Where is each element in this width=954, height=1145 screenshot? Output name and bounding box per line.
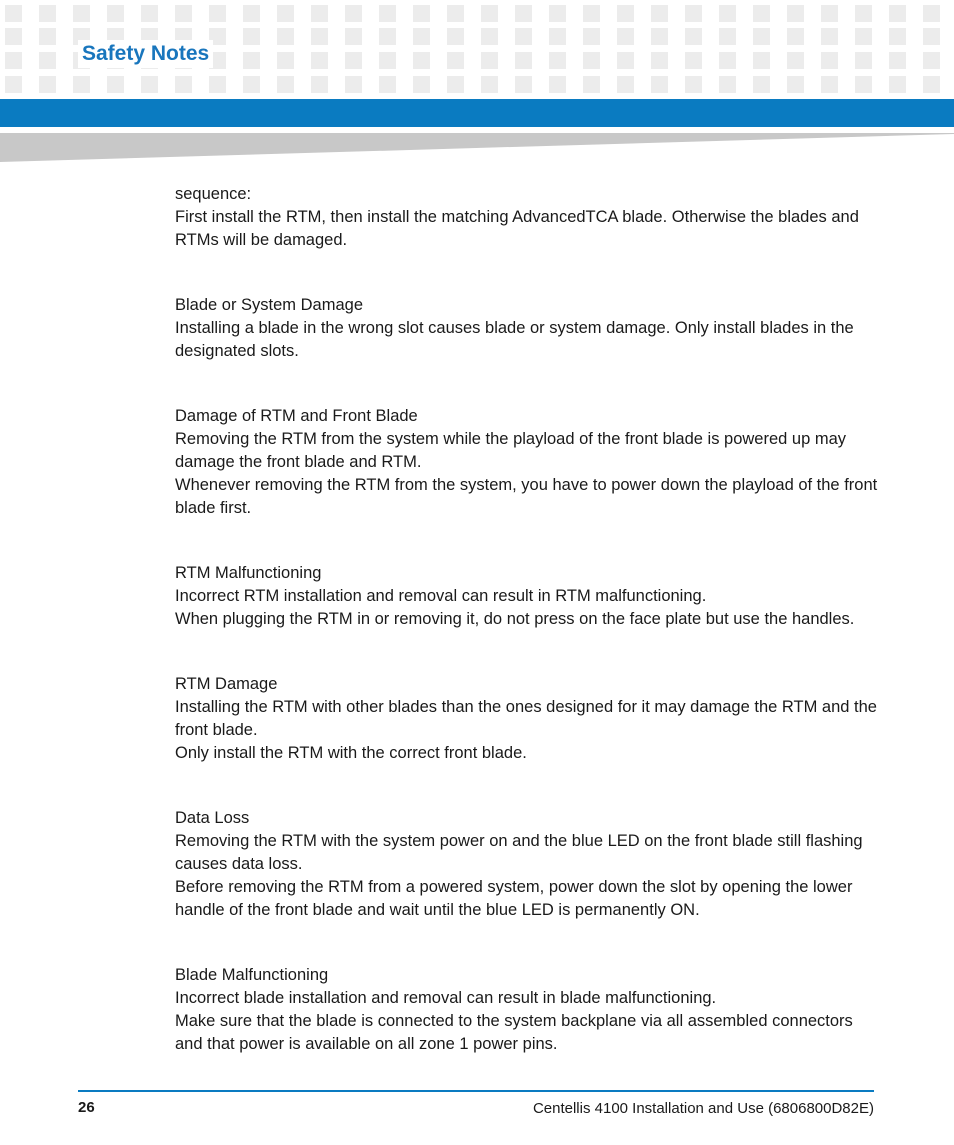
- header-grid-cell: [719, 52, 736, 69]
- header-grid-cell: [379, 76, 396, 93]
- header-grid-cell: [447, 28, 464, 45]
- header-grid-cell: [549, 5, 566, 22]
- header-grid-cell: [175, 5, 192, 22]
- header-grid-cell: [277, 52, 294, 69]
- header-grid-cell: [651, 52, 668, 69]
- header-grid-cell: [515, 5, 532, 22]
- header-grid-cell: [855, 28, 872, 45]
- header-blue-band: [0, 99, 954, 127]
- header-grid-cell: [753, 76, 770, 93]
- header-grid-cell: [787, 28, 804, 45]
- header-grid-cell: [855, 5, 872, 22]
- header-grid-cell: [175, 76, 192, 93]
- note-block-3: [175, 405, 880, 520]
- header-grid-cell: [243, 5, 260, 22]
- header-grid-cell: [923, 5, 940, 22]
- header-grid-cell: [141, 5, 158, 22]
- header-grid-cell: [277, 76, 294, 93]
- header-grid-cell: [481, 76, 498, 93]
- header-grid-cell: [685, 52, 702, 69]
- note-text: sequence:: [175, 185, 252, 203]
- header-grid-cell: [481, 5, 498, 22]
- header-grid-cell: [379, 52, 396, 69]
- header-grid-cell: [889, 52, 906, 69]
- header-grid-cell: [515, 52, 532, 69]
- note-heading: Data Loss: [175, 809, 250, 827]
- header-grid-cell: [753, 5, 770, 22]
- header-grid-cell: [583, 28, 600, 45]
- header-grid-cell: [855, 52, 872, 69]
- note-block-5: [175, 673, 880, 765]
- header-grid-cell: [821, 76, 838, 93]
- header-grid-cell: [345, 5, 362, 22]
- note-text: Make sure that the blade is connected to the system backplane via all assembled connectors and that power is available on all zone 1 power pins.: [175, 1012, 853, 1053]
- header-grid-cell: [753, 52, 770, 69]
- header-grid-cell: [413, 76, 430, 93]
- header-grid-cell: [821, 5, 838, 22]
- header-grid-cell: [379, 5, 396, 22]
- header-grid-cell: [515, 76, 532, 93]
- header-grid-cell: [413, 52, 430, 69]
- header-grid-cell: [787, 52, 804, 69]
- header-grid-cell: [447, 5, 464, 22]
- header-grid-cell: [889, 76, 906, 93]
- header-grid-cell: [481, 28, 498, 45]
- header-grid-cell: [447, 52, 464, 69]
- header-grid-cell: [787, 5, 804, 22]
- note-text: Removing the RTM from the system while the playload of the front blade is powered up may damage the front blade and RTM.: [175, 430, 847, 471]
- header-grid-cell: [5, 52, 22, 69]
- header-gray-wedge: [0, 133, 954, 162]
- header-grid-cell: [243, 52, 260, 69]
- header-grid-cell: [685, 76, 702, 93]
- note-text: Incorrect blade installation and removal can result in blade malfunctioning.: [175, 989, 717, 1007]
- note-text: Installing the RTM with other blades than the ones designed for it may damage the RTM and the front blade.: [175, 698, 877, 739]
- header-grid-cell: [311, 5, 328, 22]
- header-grid-cell: [923, 28, 940, 45]
- header-grid-cell: [345, 52, 362, 69]
- header-grid-cell: [413, 5, 430, 22]
- header-grid-cell: [889, 28, 906, 45]
- header-grid-cell: [617, 5, 634, 22]
- note-text: Whenever removing the RTM from the system, you have to power down the playload of the front blade first.: [175, 476, 878, 517]
- header-grid-cell: [753, 28, 770, 45]
- header-grid-cell: [651, 76, 668, 93]
- note-heading: RTM Malfunctioning: [175, 564, 322, 582]
- header-grid-cell: [651, 5, 668, 22]
- header-grid-cell: [549, 28, 566, 45]
- header-grid-cell: [413, 28, 430, 45]
- header-grid-cell: [5, 28, 22, 45]
- header-grid-cell: [209, 76, 226, 93]
- header-grid-cell: [243, 76, 260, 93]
- header-grid-cell: [141, 76, 158, 93]
- header-grid-cell: [685, 5, 702, 22]
- footer-rule: [78, 1090, 874, 1092]
- header-grid-cell: [719, 76, 736, 93]
- note-block-7: [175, 964, 880, 1056]
- header-grid-cell: [549, 52, 566, 69]
- header-grid-cell: [583, 76, 600, 93]
- header-grid-cell: [617, 28, 634, 45]
- header-grid-cell: [243, 28, 260, 45]
- note-block-6: [175, 807, 880, 922]
- header-grid-cell: [923, 52, 940, 69]
- header-grid-cell: [345, 28, 362, 45]
- header-grid-cell: [39, 28, 56, 45]
- header-grid-cell: [481, 52, 498, 69]
- note-heading: RTM Damage: [175, 675, 278, 693]
- header-grid-cell: [889, 5, 906, 22]
- header-grid-cell: [39, 52, 56, 69]
- header-grid-cell: [73, 5, 90, 22]
- header-grid-cell: [821, 28, 838, 45]
- header-grid-cell: [685, 28, 702, 45]
- header-grid-cell: [719, 5, 736, 22]
- header-grid-cell: [821, 52, 838, 69]
- header-grid-cell: [73, 76, 90, 93]
- note-text: When plugging the RTM in or removing it, do not press on the face plate but use the handles.: [175, 610, 855, 628]
- document-body: [175, 183, 880, 1056]
- header-grid-cell: [617, 52, 634, 69]
- header-grid-cell: [549, 76, 566, 93]
- page-number: 26: [78, 1099, 95, 1116]
- header-grid-cell: [311, 28, 328, 45]
- header-grid-cell: [923, 76, 940, 93]
- note-text: Only install the RTM with the correct front blade.: [175, 744, 527, 762]
- header-grid-cell: [719, 28, 736, 45]
- note-text: Before removing the RTM from a powered system, power down the slot by opening the lower handle of the front blade and wait until the blue LED is permanently ON.: [175, 878, 853, 919]
- page-title: Safety Notes: [78, 40, 213, 68]
- document-title: Centellis 4100 Installation and Use (6806800D82E): [532, 1100, 874, 1117]
- header-grid-cell: [277, 28, 294, 45]
- header-grid-cell: [311, 76, 328, 93]
- note-block-1: [175, 183, 880, 252]
- header-grid-cell: [39, 76, 56, 93]
- note-heading: Blade or System Damage: [175, 296, 364, 314]
- header-grid-cell: [39, 5, 56, 22]
- header-grid-cell: [515, 28, 532, 45]
- note-text: Incorrect RTM installation and removal can result in RTM malfunctioning.: [175, 587, 707, 605]
- header-grid-cell: [583, 52, 600, 69]
- note-heading: Damage of RTM and Front Blade: [175, 407, 418, 425]
- note-heading: Blade Malfunctioning: [175, 966, 329, 984]
- header-grid-cell: [5, 5, 22, 22]
- header-grid-cell: [855, 76, 872, 93]
- header-grid-cell: [379, 28, 396, 45]
- header-grid-cell: [447, 76, 464, 93]
- header-grid-cell: [617, 76, 634, 93]
- header-grid-cell: [277, 5, 294, 22]
- note-text: Removing the RTM with the system power on and the blue LED on the front blade still flashing causes data loss.: [175, 832, 863, 873]
- header-grid-cell: [107, 5, 124, 22]
- note-text: First install the RTM, then install the matching AdvancedTCA blade. Otherwise the blades and RTMs will be damaged.: [175, 208, 859, 249]
- header-grid-cell: [5, 76, 22, 93]
- note-text: Installing a blade in the wrong slot causes blade or system damage. Only install blades in the designated slots.: [175, 319, 854, 360]
- header-grid-cell: [583, 5, 600, 22]
- header-grid-cell: [345, 76, 362, 93]
- header-grid-cell: [107, 76, 124, 93]
- header-grid-cell: [209, 5, 226, 22]
- note-block-4: [175, 562, 880, 631]
- note-block-2: [175, 294, 880, 363]
- header-grid-cell: [651, 28, 668, 45]
- header-grid-cell: [787, 76, 804, 93]
- header-grid-cell: [311, 52, 328, 69]
